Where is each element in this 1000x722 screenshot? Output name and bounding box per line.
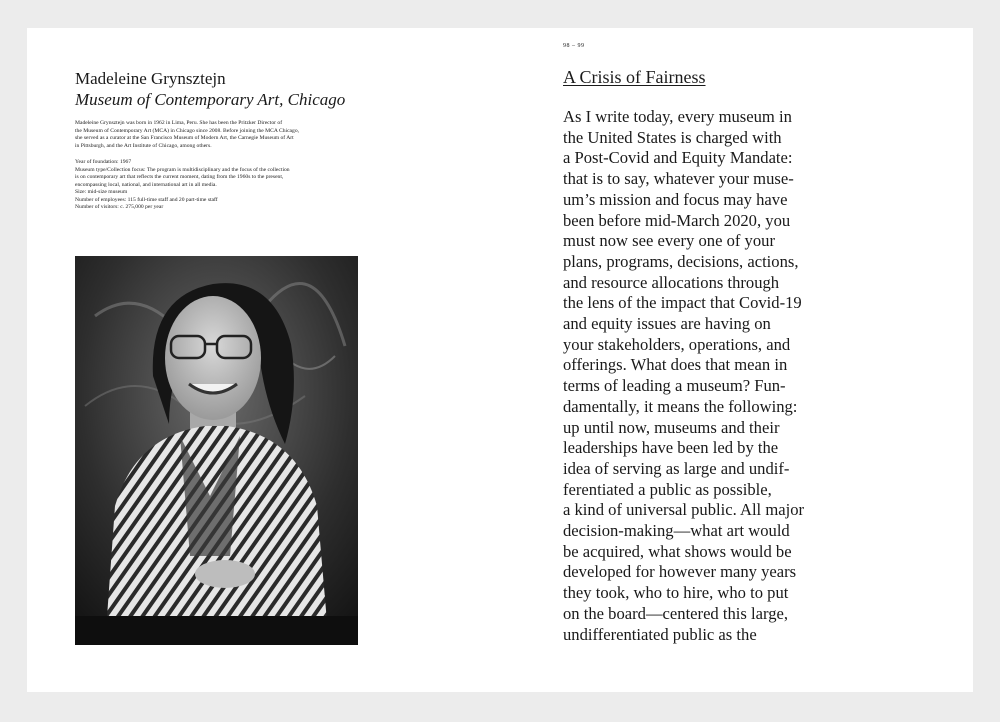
body-line: on the board—centered this large,	[563, 603, 789, 623]
body-line: terms of leading a museum? Fun-	[563, 376, 786, 396]
fact-line: encompassing local, national, and international art in all media.	[75, 181, 217, 188]
body-line: offerings. What does that mean in	[563, 355, 788, 375]
fact-line: Size: mid-size museum	[75, 189, 128, 195]
body-line: that is to say, whatever your muse-	[563, 169, 794, 189]
portrait-photo	[75, 256, 358, 645]
body-line: and equity issues are having on	[563, 314, 771, 334]
bio-line: Madeleine Grynsztejn was born in 1962 in Lima, Peru. She has been the Pritzker Director of	[75, 120, 283, 126]
body-line: your stakeholders, operations, and	[563, 334, 791, 354]
body-line: and resource allocations through	[563, 272, 780, 292]
fact-line: is on contemporary art that reflects the current moment, dating from the 1960s to the present,	[75, 174, 284, 180]
body-line: be acquired, what shows would be	[563, 541, 792, 561]
left-page	[27, 28, 500, 692]
fact-line: Number of employees: 115 full-time staff and 20 part-time staff	[75, 196, 218, 203]
right-page	[500, 28, 973, 692]
body-line: um’s mission and focus may have	[563, 189, 788, 209]
person-name: Madeleine Grynsztejn	[75, 69, 226, 88]
body-line: As I write today, every museum in	[563, 107, 792, 126]
body-line: up until now, museums and their	[563, 417, 780, 437]
article-title: A Crisis of Fairness	[563, 67, 706, 87]
body-line: a Post-Covid and Equity Mandate:	[563, 148, 793, 168]
body-line: ferentiated a public as possible,	[563, 479, 772, 499]
bio-line: in Pittsburgh, and the Art Institute of Chicago, among others.	[75, 142, 212, 149]
museum-facts	[75, 159, 357, 212]
institution-name: Museum of Contemporary Art, Chicago	[75, 90, 346, 109]
body-line: developed for however many years	[563, 562, 797, 582]
body-line: the United States is charged with	[563, 127, 782, 147]
body-line: plans, programs, decisions, actions,	[563, 251, 799, 271]
bio-line: the Museum of Contemporary Art (MCA) in Chicago since 2008. Before joining the MCA Chicago,	[75, 127, 300, 134]
body-line: must now see every one of your	[563, 231, 775, 251]
fact-line: Year of foundation: 1967	[75, 159, 132, 165]
body-line: decision-making—what art would	[563, 521, 790, 541]
article-body	[563, 107, 883, 645]
body-line: a kind of universal public. All major	[563, 500, 805, 520]
body-line: they took, who to hire, who to put	[563, 583, 789, 603]
body-line: the lens of the impact that Covid-19	[563, 293, 802, 313]
body-line: leaderships have been led by the	[563, 438, 779, 458]
body-line: been before mid-March 2020, you	[563, 210, 791, 230]
body-line: damentally, it means the following:	[563, 396, 798, 416]
book-spread	[27, 28, 973, 692]
page-numbers: 98 – 99	[563, 43, 585, 49]
fact-line: Museum type/Collection focus: The program is multidisciplinary and the focus of the collection	[75, 166, 290, 173]
biography	[75, 120, 357, 150]
body-line: idea of serving as large and undif-	[563, 458, 790, 478]
fact-line: Number of visitors: c. 275,000 per year	[75, 204, 164, 210]
bio-line: she served as a curator at the San Francisco Museum of Modern Art, the Carnegie Museum of Art	[75, 135, 294, 141]
body-line: undifferentiated public as the	[563, 624, 757, 644]
